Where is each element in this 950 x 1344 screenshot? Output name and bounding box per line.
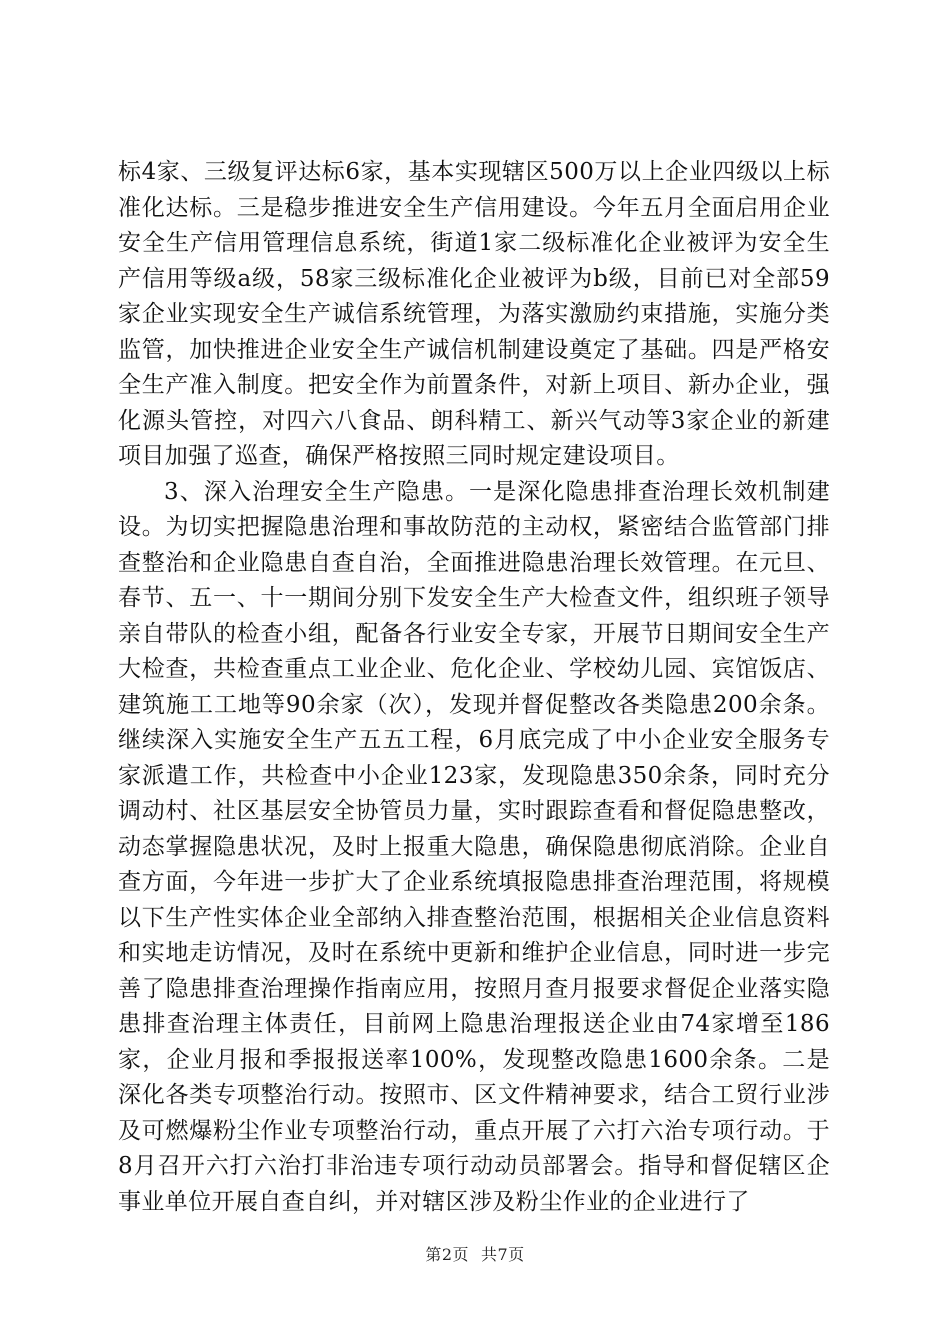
page-number: 第2页 bbox=[425, 1245, 469, 1264]
page-total: 共7页 bbox=[481, 1245, 525, 1264]
paragraph-continuation: 标4家、三级复评达标6家，基本实现辖区500万以上企业四级以上标准化达标。三是稳步推进安全生产信用建设。今年五月全面启用企业安全生产信用管理信息系统，街道1家二级标准化企业被评为安全生产信用等级a级，58家三级标准化企业被评为b级，目前已对全部59家企业实现安全生产诚信系统管理，为落实激励约束措施，实施分类监管，加快推进企业安全生产诚信机制建设奠定了基础。四是严格安全生产准入制度。把安全作为前置条件，对新上项目、新办企业，强化源头管控，对四六八食品、朗科精工、新兴气动等3家企业的新建项目加强了巡查，确保严格按照三同时规定建设项目。 bbox=[118, 159, 830, 469]
paragraph-hazard-treatment: 3、深入治理安全生产隐患。一是深化隐患排查治理长效机制建设。为切实把握隐患治理和事故防范的主动权，紧密结合监管部门排查整治和企业隐患自查自治，全面推进隐患治理长效管理。在元旦、春节、五一、十一期间分别下发安全生产大检查文件，组织班子领导亲自带队的检查小组，配备各行业安全专家，开展节日期间安全生产大检查，共检查重点工业企业、危化企业、学校幼儿园、宾馆饭店、建筑施工工地等90余家（次），发现并督促整改各类隐患200余条。继续深入实施安全生产五五工程，6月底完成了中小企业安全服务专家派遣工作，共检查中小企业123家，发现隐患350余条，同时充分调动村、社区基层安全协管员力量，实时跟踪查看和督促隐患整改，动态掌握隐患状况，及时上报重大隐患，确保隐患彻底消除。企业自查方面，今年进一步扩大了企业系统填报隐患排查治理范围，将规模以下生产性实体企业全部纳入排查整治范围，根据相关企业信息资料和实地走访情况，及时在系统中更新和维护企业信息，同时进一步完善了隐患排查治理操作指南应用，按照月查月报要求督促企业落实隐患排查治理主体责任，目前网上隐患治理报送企业由74家增至186家，企业月报和季报报送率100%，发现整改隐患1600余条。二是深化各类专项整治行动。按照市、区文件精神要求，结合工贸行业涉及可燃爆粉尘作业专项整治行动，重点开展了六打六治专项行动。于8月召开六打六治打非治违专项行动动员部署会。指导和督促辖区企事业单位开展自查自纠，并对辖区涉及粉尘作业的企业进行了 bbox=[118, 478, 830, 1215]
document-body bbox=[118, 155, 830, 1220]
page-footer bbox=[0, 1242, 950, 1265]
